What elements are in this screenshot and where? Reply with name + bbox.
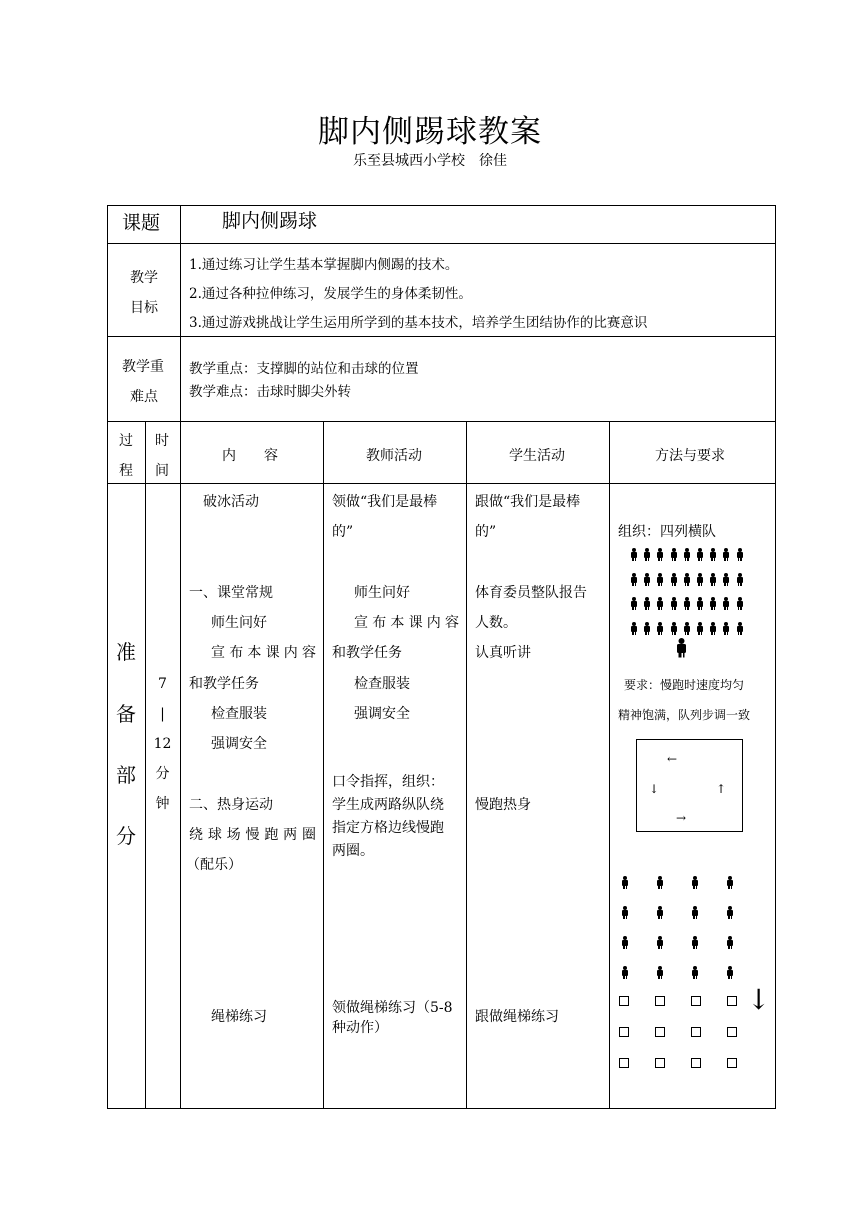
key-point: 教学难点：击球时脚尖外转 bbox=[189, 384, 351, 400]
goal-item: 2.通过各种拉伸练习，发展学生的身体柔韧性。 bbox=[189, 286, 472, 302]
student-figure-icon bbox=[684, 548, 690, 561]
student-figure-icon bbox=[684, 597, 690, 610]
student-figure-icon bbox=[657, 597, 663, 610]
teacher-ladder: 种动作） bbox=[332, 1020, 388, 1036]
ladder-square bbox=[619, 996, 629, 1006]
student-figure-icon bbox=[723, 573, 729, 586]
arrow-down-icon: ↓ bbox=[649, 782, 660, 796]
table-rule bbox=[107, 243, 775, 244]
teacher-announce: 和教学任务 bbox=[332, 645, 402, 661]
student-figure-icon bbox=[727, 966, 733, 979]
student-figure-icon bbox=[727, 876, 733, 889]
stage-label: 分 bbox=[116, 824, 136, 848]
table-rule bbox=[107, 336, 775, 337]
student-figure-icon bbox=[684, 573, 690, 586]
student-icebreak: 跟做“我们是最棒 bbox=[475, 494, 581, 510]
student-ladder: 跟做绳梯练习 bbox=[475, 1009, 559, 1025]
arrow-left-icon: ← bbox=[667, 752, 678, 766]
student-figure-icon bbox=[710, 548, 716, 561]
student-figure-icon bbox=[723, 548, 729, 561]
key-label: 难点 bbox=[130, 389, 158, 405]
goals-label: 目标 bbox=[130, 300, 158, 316]
student-figure-icon bbox=[622, 966, 628, 979]
student-figure-icon bbox=[727, 906, 733, 919]
topic-value: 脚内侧踢球 bbox=[222, 210, 318, 232]
stage-label: 部 bbox=[116, 763, 136, 787]
student-figure-icon bbox=[622, 906, 628, 919]
goal-item: 3.通过游戏挑战让学生运用所学到的基本技术，培养学生团结协作的比赛意识 bbox=[189, 315, 648, 331]
student-figure-icon bbox=[697, 573, 703, 586]
student-figure-icon bbox=[710, 573, 716, 586]
ladder-square bbox=[655, 996, 665, 1006]
student-figure-icon bbox=[723, 597, 729, 610]
teacher-announce: 宣布本课内容 bbox=[354, 615, 459, 631]
content-warmup-item: 绕球场慢跑两圈 bbox=[189, 827, 316, 843]
teacher-greet: 师生问好 bbox=[354, 585, 410, 601]
content-routine-title: 一、课堂常规 bbox=[189, 585, 273, 601]
student-figure-icon bbox=[692, 906, 698, 919]
ladder-square bbox=[655, 1058, 665, 1068]
table-border-bottom bbox=[107, 1108, 775, 1109]
table-border-right bbox=[775, 205, 776, 1109]
time-value: 12 bbox=[153, 736, 172, 752]
header-teacher: 教师活动 bbox=[366, 448, 422, 464]
student-figure-icon bbox=[631, 622, 637, 635]
student-figure-icon bbox=[692, 936, 698, 949]
ladder-square bbox=[727, 996, 737, 1006]
content-routine-item: 强调安全 bbox=[211, 736, 267, 752]
student-figure-icon bbox=[684, 622, 690, 635]
teacher-command: 学生成两路纵队绕 bbox=[332, 797, 444, 813]
student-figure-icon bbox=[631, 548, 637, 561]
arrow-up-icon: ↑ bbox=[716, 782, 727, 796]
content-icebreak: 破冰活动 bbox=[203, 494, 259, 510]
student-figure-icon bbox=[644, 548, 650, 561]
student-figure-icon bbox=[644, 597, 650, 610]
header-process: 过 bbox=[119, 433, 133, 449]
key-point: 教学重点：支撑脚的站位和击球的位置 bbox=[189, 361, 419, 377]
header-time: 时 bbox=[155, 433, 169, 449]
student-figure-icon bbox=[697, 597, 703, 610]
student-figure-icon bbox=[697, 548, 703, 561]
student-figure-icon bbox=[657, 936, 663, 949]
content-routine-item: 和教学任务 bbox=[189, 676, 259, 692]
time-value: 7 bbox=[158, 676, 167, 692]
student-figure-icon bbox=[727, 936, 733, 949]
student-figure-icon bbox=[697, 622, 703, 635]
method-organization: 组织：四列横队 bbox=[618, 524, 716, 540]
student-figure-icon bbox=[622, 936, 628, 949]
student-figure-icon bbox=[657, 548, 663, 561]
student-figure-icon bbox=[710, 597, 716, 610]
ladder-square bbox=[655, 1027, 665, 1037]
student-figure-icon bbox=[657, 906, 663, 919]
ladder-arrow-down-icon: ↓ bbox=[747, 983, 771, 1016]
table-rule bbox=[107, 421, 775, 422]
teacher-icebreak: 的” bbox=[332, 524, 354, 540]
ladder-square bbox=[691, 1027, 701, 1037]
table-border-left bbox=[107, 205, 108, 1109]
teacher-check: 检查服装 bbox=[354, 676, 410, 692]
content-routine-item: 师生问好 bbox=[211, 615, 267, 631]
ladder-square bbox=[691, 996, 701, 1006]
ladder-square bbox=[619, 1027, 629, 1037]
student-figure-icon bbox=[657, 966, 663, 979]
teacher-icebreak: 领做“我们是最棒 bbox=[332, 494, 438, 510]
student-figure-icon bbox=[737, 597, 743, 610]
key-label: 教学重 bbox=[122, 359, 164, 375]
student-report: 人数。 bbox=[475, 615, 517, 631]
student-figure-icon bbox=[657, 876, 663, 889]
student-listen: 认真听讲 bbox=[475, 645, 531, 661]
stage-label: 准 bbox=[116, 640, 136, 664]
ladder-square bbox=[727, 1058, 737, 1068]
student-figure-icon bbox=[671, 573, 677, 586]
table-col-rule bbox=[609, 421, 610, 1109]
content-warmup-title: 二、热身运动 bbox=[189, 797, 273, 813]
header-time: 间 bbox=[155, 463, 169, 479]
method-requirement: 精神饱满，队列步调一致 bbox=[618, 708, 751, 722]
goals-label: 教学 bbox=[130, 270, 158, 286]
content-warmup-item: （配乐） bbox=[186, 857, 242, 873]
ladder-square bbox=[619, 1058, 629, 1068]
time-value: 钟 bbox=[155, 796, 170, 812]
teacher-figure-icon bbox=[677, 638, 686, 658]
content-routine-item: 宣布本课内容 bbox=[211, 645, 316, 661]
student-figure-icon bbox=[622, 876, 628, 889]
student-icebreak: 的” bbox=[475, 524, 497, 540]
student-figure-icon bbox=[737, 548, 743, 561]
arrow-right-icon: → bbox=[676, 811, 687, 825]
student-report: 体育委员整队报告 bbox=[475, 585, 587, 601]
page-title: 脚内侧踢球教案 bbox=[318, 114, 542, 150]
header-student: 学生活动 bbox=[509, 448, 565, 464]
time-value: | bbox=[160, 706, 165, 722]
header-process: 程 bbox=[119, 463, 133, 479]
content-routine-item: 检查服装 bbox=[211, 706, 267, 722]
student-jog: 慢跑热身 bbox=[475, 797, 531, 813]
table-col-rule bbox=[323, 421, 324, 1109]
student-figure-icon bbox=[710, 622, 716, 635]
student-figure-icon bbox=[671, 597, 677, 610]
ladder-square bbox=[691, 1058, 701, 1068]
teacher-command: 指定方格边线慢跑 bbox=[332, 820, 444, 836]
student-figure-icon bbox=[644, 622, 650, 635]
teacher-command: 口令指挥，组织： bbox=[332, 774, 444, 790]
method-requirement: 要求：慢跑时速度均匀 bbox=[624, 678, 745, 692]
stage-label: 备 bbox=[116, 702, 136, 726]
student-figure-icon bbox=[671, 548, 677, 561]
topic-label: 课题 bbox=[122, 212, 161, 234]
student-figure-icon bbox=[631, 573, 637, 586]
header-method: 方法与要求 bbox=[655, 448, 725, 464]
student-figure-icon bbox=[671, 622, 677, 635]
header-content: 内 容 bbox=[222, 448, 278, 464]
content-ladder: 绳梯练习 bbox=[211, 1009, 267, 1025]
teacher-safety: 强调安全 bbox=[354, 706, 410, 722]
table-col-rule bbox=[180, 205, 181, 1109]
teacher-command: 两圈。 bbox=[332, 843, 374, 859]
student-figure-icon bbox=[737, 573, 743, 586]
goal-item: 1.通过练习让学生基本掌握脚内侧踢的技术。 bbox=[189, 257, 459, 273]
time-value: 分 bbox=[155, 766, 170, 782]
table-col-rule bbox=[466, 421, 467, 1109]
student-figure-icon bbox=[644, 573, 650, 586]
table-border-top bbox=[107, 205, 775, 206]
table-rule bbox=[107, 483, 775, 484]
teacher-ladder: 领做绳梯练习（5-8 bbox=[332, 1000, 453, 1016]
student-figure-icon bbox=[723, 622, 729, 635]
ladder-square bbox=[727, 1027, 737, 1037]
student-figure-icon bbox=[692, 966, 698, 979]
student-figure-icon bbox=[631, 597, 637, 610]
page-subtitle: 乐至县城西小学校 徐佳 bbox=[353, 153, 507, 169]
student-figure-icon bbox=[737, 622, 743, 635]
student-figure-icon bbox=[657, 573, 663, 586]
student-figure-icon bbox=[692, 876, 698, 889]
student-figure-icon bbox=[657, 622, 663, 635]
